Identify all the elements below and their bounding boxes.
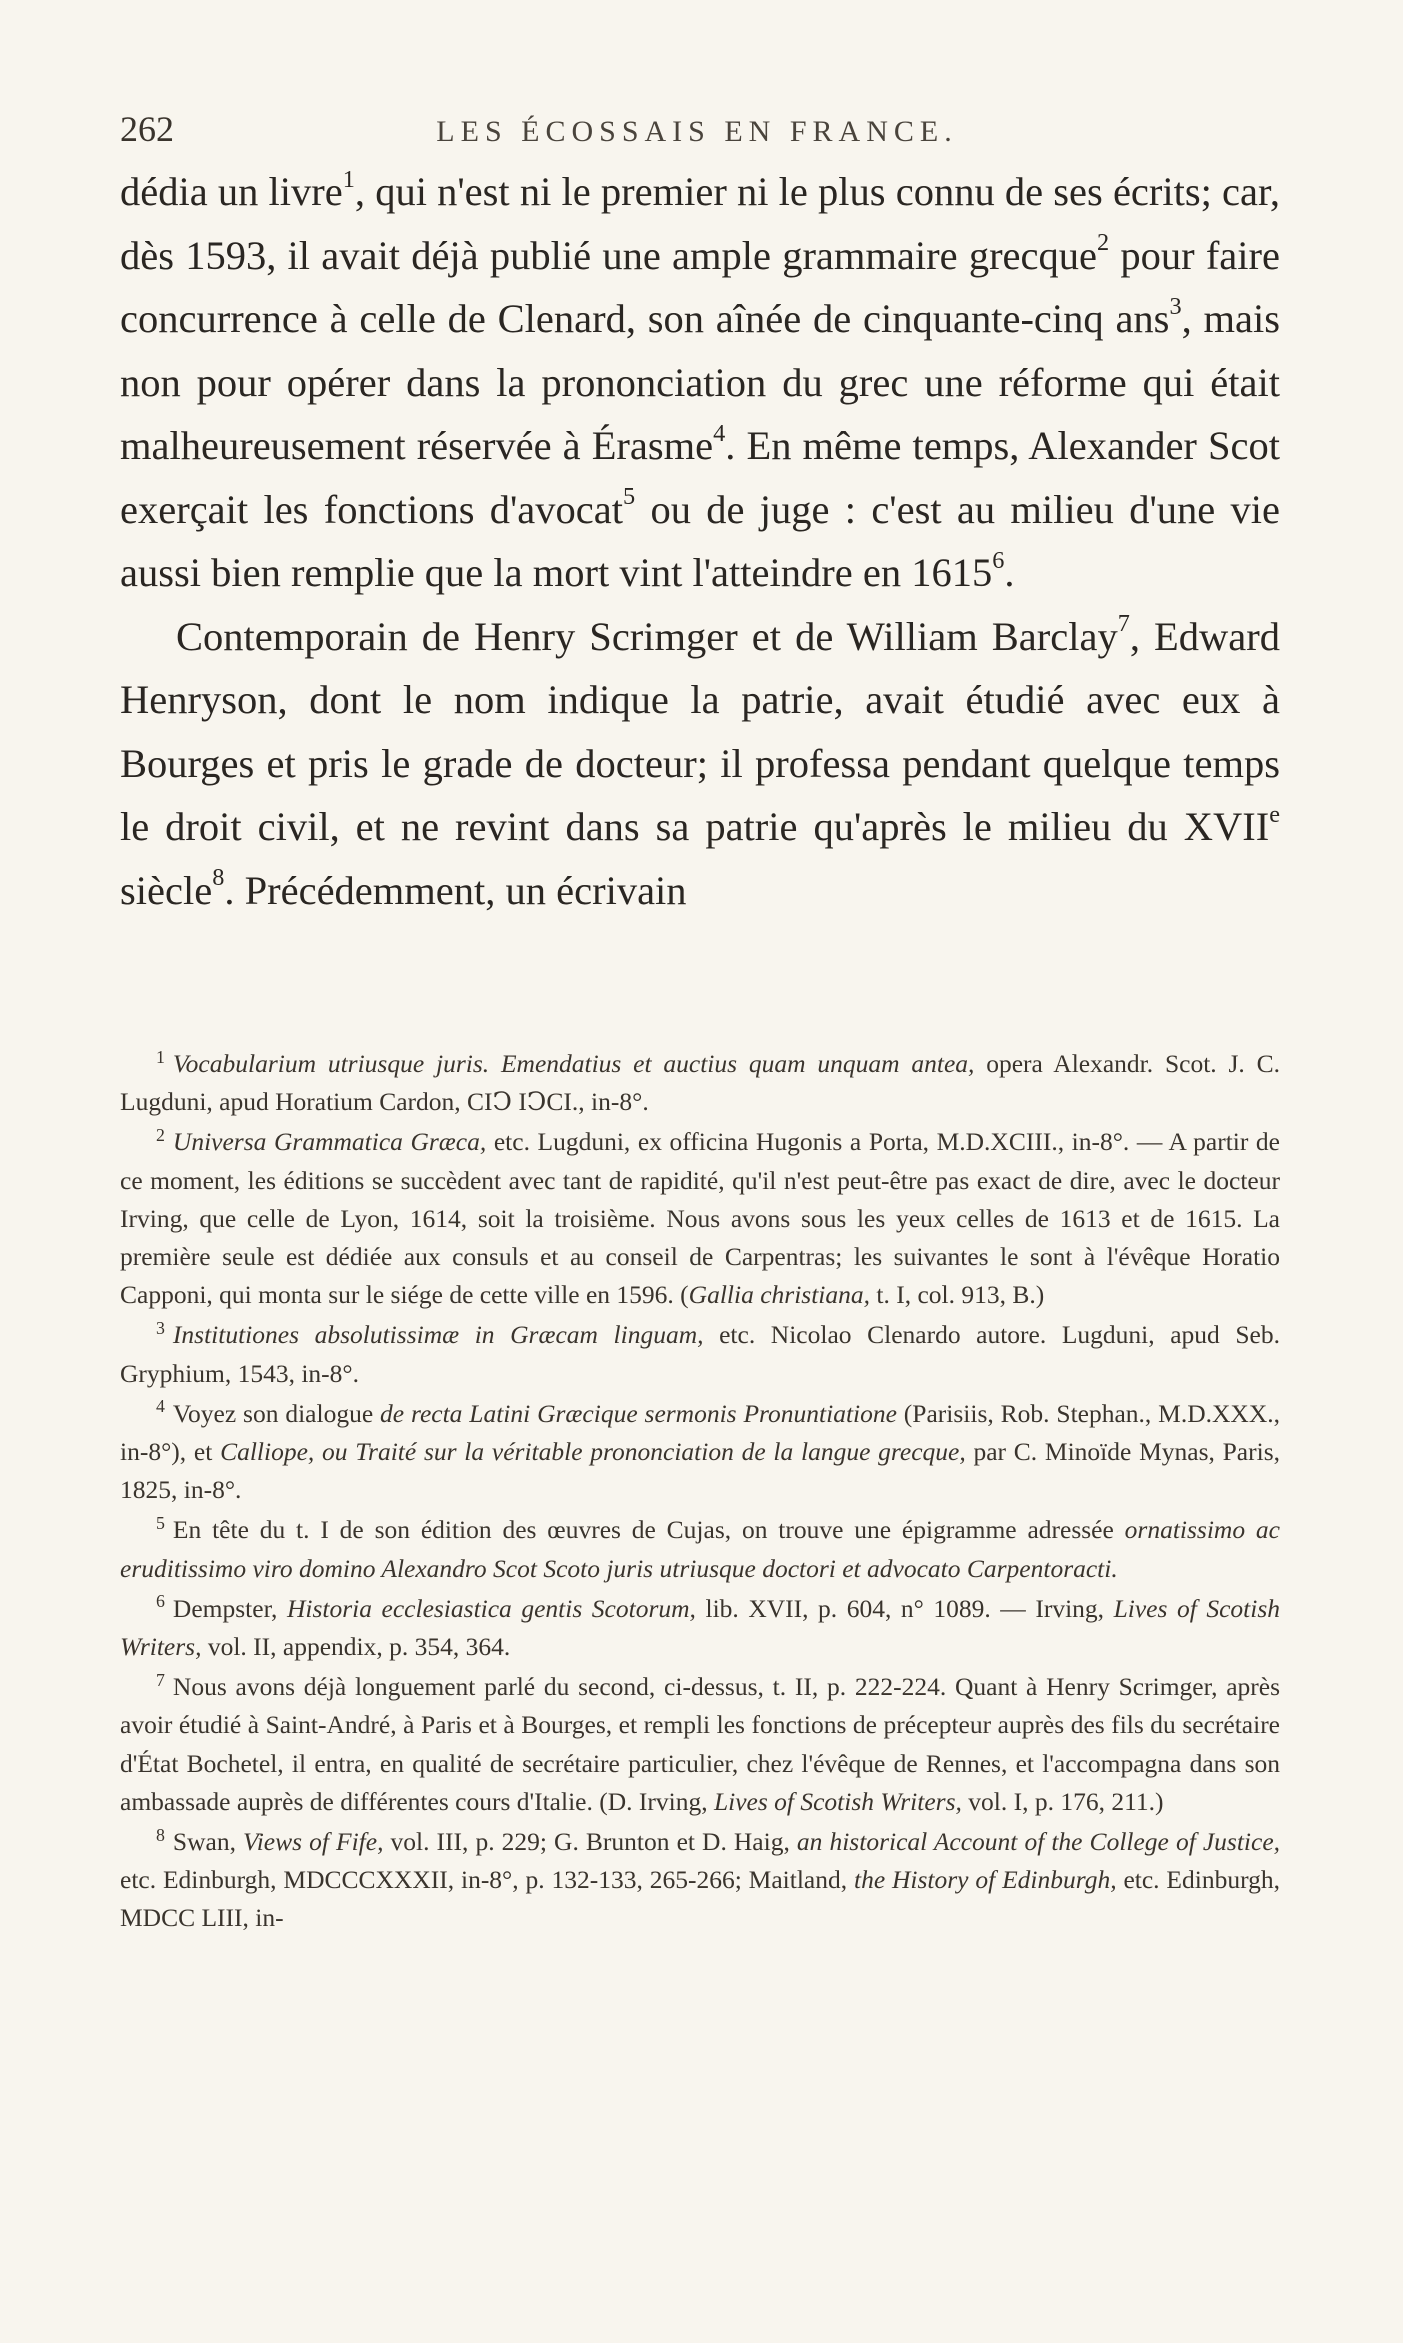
main-text bbox=[120, 160, 1280, 922]
footnote-5: $^5$ En tête du t. I de son édition des œuvres de Cujas, on trouve une épigramme adressée ornatissimo ac eruditissimo viro domino Alexandro Scot Scoto juris utriusque doctori et advocato Carpentoracti. bbox=[120, 1512, 1280, 1583]
footnote-ref: 6 bbox=[992, 546, 1005, 574]
footnote-4: $^4$ Voyez son dialogue de recta Latini Græcique sermonis Pronuntiatione (Parisiis, Rob. Stephan., M.D.XXX., in-8°), et Calliope, ou Traité sur la véritable prononciation de la langue grecque, par C. Minoïde Mynas, Paris, 1825, in-8°. bbox=[120, 1396, 1281, 1505]
footnote-ref: 1 bbox=[342, 165, 355, 193]
paragraph-2: Contemporain de Henry Scrimger et de William Barclay$^7$, Edward Henryson, dont le nom indique la patrie, avait étudié avec eux à Bourges et pris le grade de docteur; il professa pendant quelque temps le droit civil, et ne revint dans sa patrie qu'après le milieu du XVIIe siècle$^8$. Précédemment, un écrivain bbox=[120, 610, 1281, 913]
running-title: LES ÉCOSSAIS EN FRANCE. bbox=[436, 115, 958, 148]
paragraph-1: dédia un livre$^1$, qui n'est ni le premier ni le plus connu de ses écrits; car, dès 1593, il avait déjà publié une ample grammaire grecque$^2$ pour faire concurrence à celle de Clenard, son aînée de cinquante-cinq ans$^3$, mais non pour opérer dans la prononciation du grec une réforme qui était malheureusement réservée à Érasme$^4$. En même temps, Alexander Scot exerçait les fonctions d'avocat$^5$ ou de juge : c'est au milieu d'une vie aussi bien remplie que la mort vint l'atteindre en 1615$^6$. bbox=[120, 165, 1281, 595]
footnote-3: $^3$ Institutiones absolutissimæ in Græcam linguam, etc. Nicolao Clenardo autore. Lugduni, apud Seb. Gryphium, 1543, in-8°. bbox=[120, 1317, 1280, 1388]
footnote-ref: 7 bbox=[1117, 610, 1130, 638]
footnotes bbox=[120, 1045, 1280, 1940]
page-number: 262 bbox=[120, 109, 174, 149]
footnote-8: $^8$ Swan, Views of Fife, vol. III, p. 229; G. Brunton et D. Haig, an historical Account of the College of Justice, etc. Edinburgh, MDCCCXXXII, in-8°, p. 132-133, 265-266; Maitland, the History of Edinburgh, etc. Edinburgh, MDCC LIII, in- bbox=[120, 1824, 1281, 1933]
footnote-2: $^2$ Universa Grammatica Græca, etc. Lugduni, ex officina Hugonis a Porta, M.D.XCIII., in-8°. — A partir de ce moment, les éditions se succèdent avec tant de rapidité, qu'il n'est peut-être pas exact de dire, avec le docteur Irving, que celle de Lyon, 1614, soit la troisième. Nous avons sous les yeux celles de 1613 et de 1615. La première seule est dédiée aux consuls et au conseil de Carpentras; les suivantes le sont à l'évêque Horatio Capponi, qui monta sur le siége de cette ville en 1596. (Gallia christiana, t. I, col. 913, B.) bbox=[120, 1124, 1281, 1310]
footnote-ref: 2 bbox=[1096, 229, 1110, 257]
footnote-7: $^7$ Nous avons déjà longuement parlé du second, ci-dessus, t. II, p. 222-224. Quant à Henry Scrimger, après avoir étudié à Saint-André, à Paris et à Bourges, et rempli les fonctions de précepteur auprès des fils du secrétaire d'État Bochetel, il entra, en qualité de secrétaire particulier, chez l'évêque de Rennes, et l'accompagna dans son ambassade auprès de différentes cours d'Italie. (D. Irving, Lives of Scotish Writers, vol. I, p. 176, 211.) bbox=[120, 1669, 1280, 1816]
page-header bbox=[120, 108, 1280, 150]
century-superscript: e bbox=[1269, 800, 1280, 828]
footnote-ref: 5 bbox=[622, 483, 636, 511]
footnote-6: $^6$ Dempster, Historia ecclesiastica gentis Scotorum, lib. XVII, p. 604, n° 1089. — Irving, Lives of Scotish Writers, vol. II, appendix, p. 354, 364. bbox=[120, 1591, 1281, 1662]
footnote-ref: 3 bbox=[1169, 292, 1182, 320]
footnote-ref: 8 bbox=[212, 864, 225, 892]
footnote-1: $^1$ Vocabularium utriusque juris. Emendatius et auctius quam unquam antea, opera Alexandr. Scot. J. C. Lugduni, apud Horatium Cardon, CIↃ IↃCI., in-8°. bbox=[120, 1046, 1280, 1117]
footnote-ref: 4 bbox=[713, 419, 726, 447]
